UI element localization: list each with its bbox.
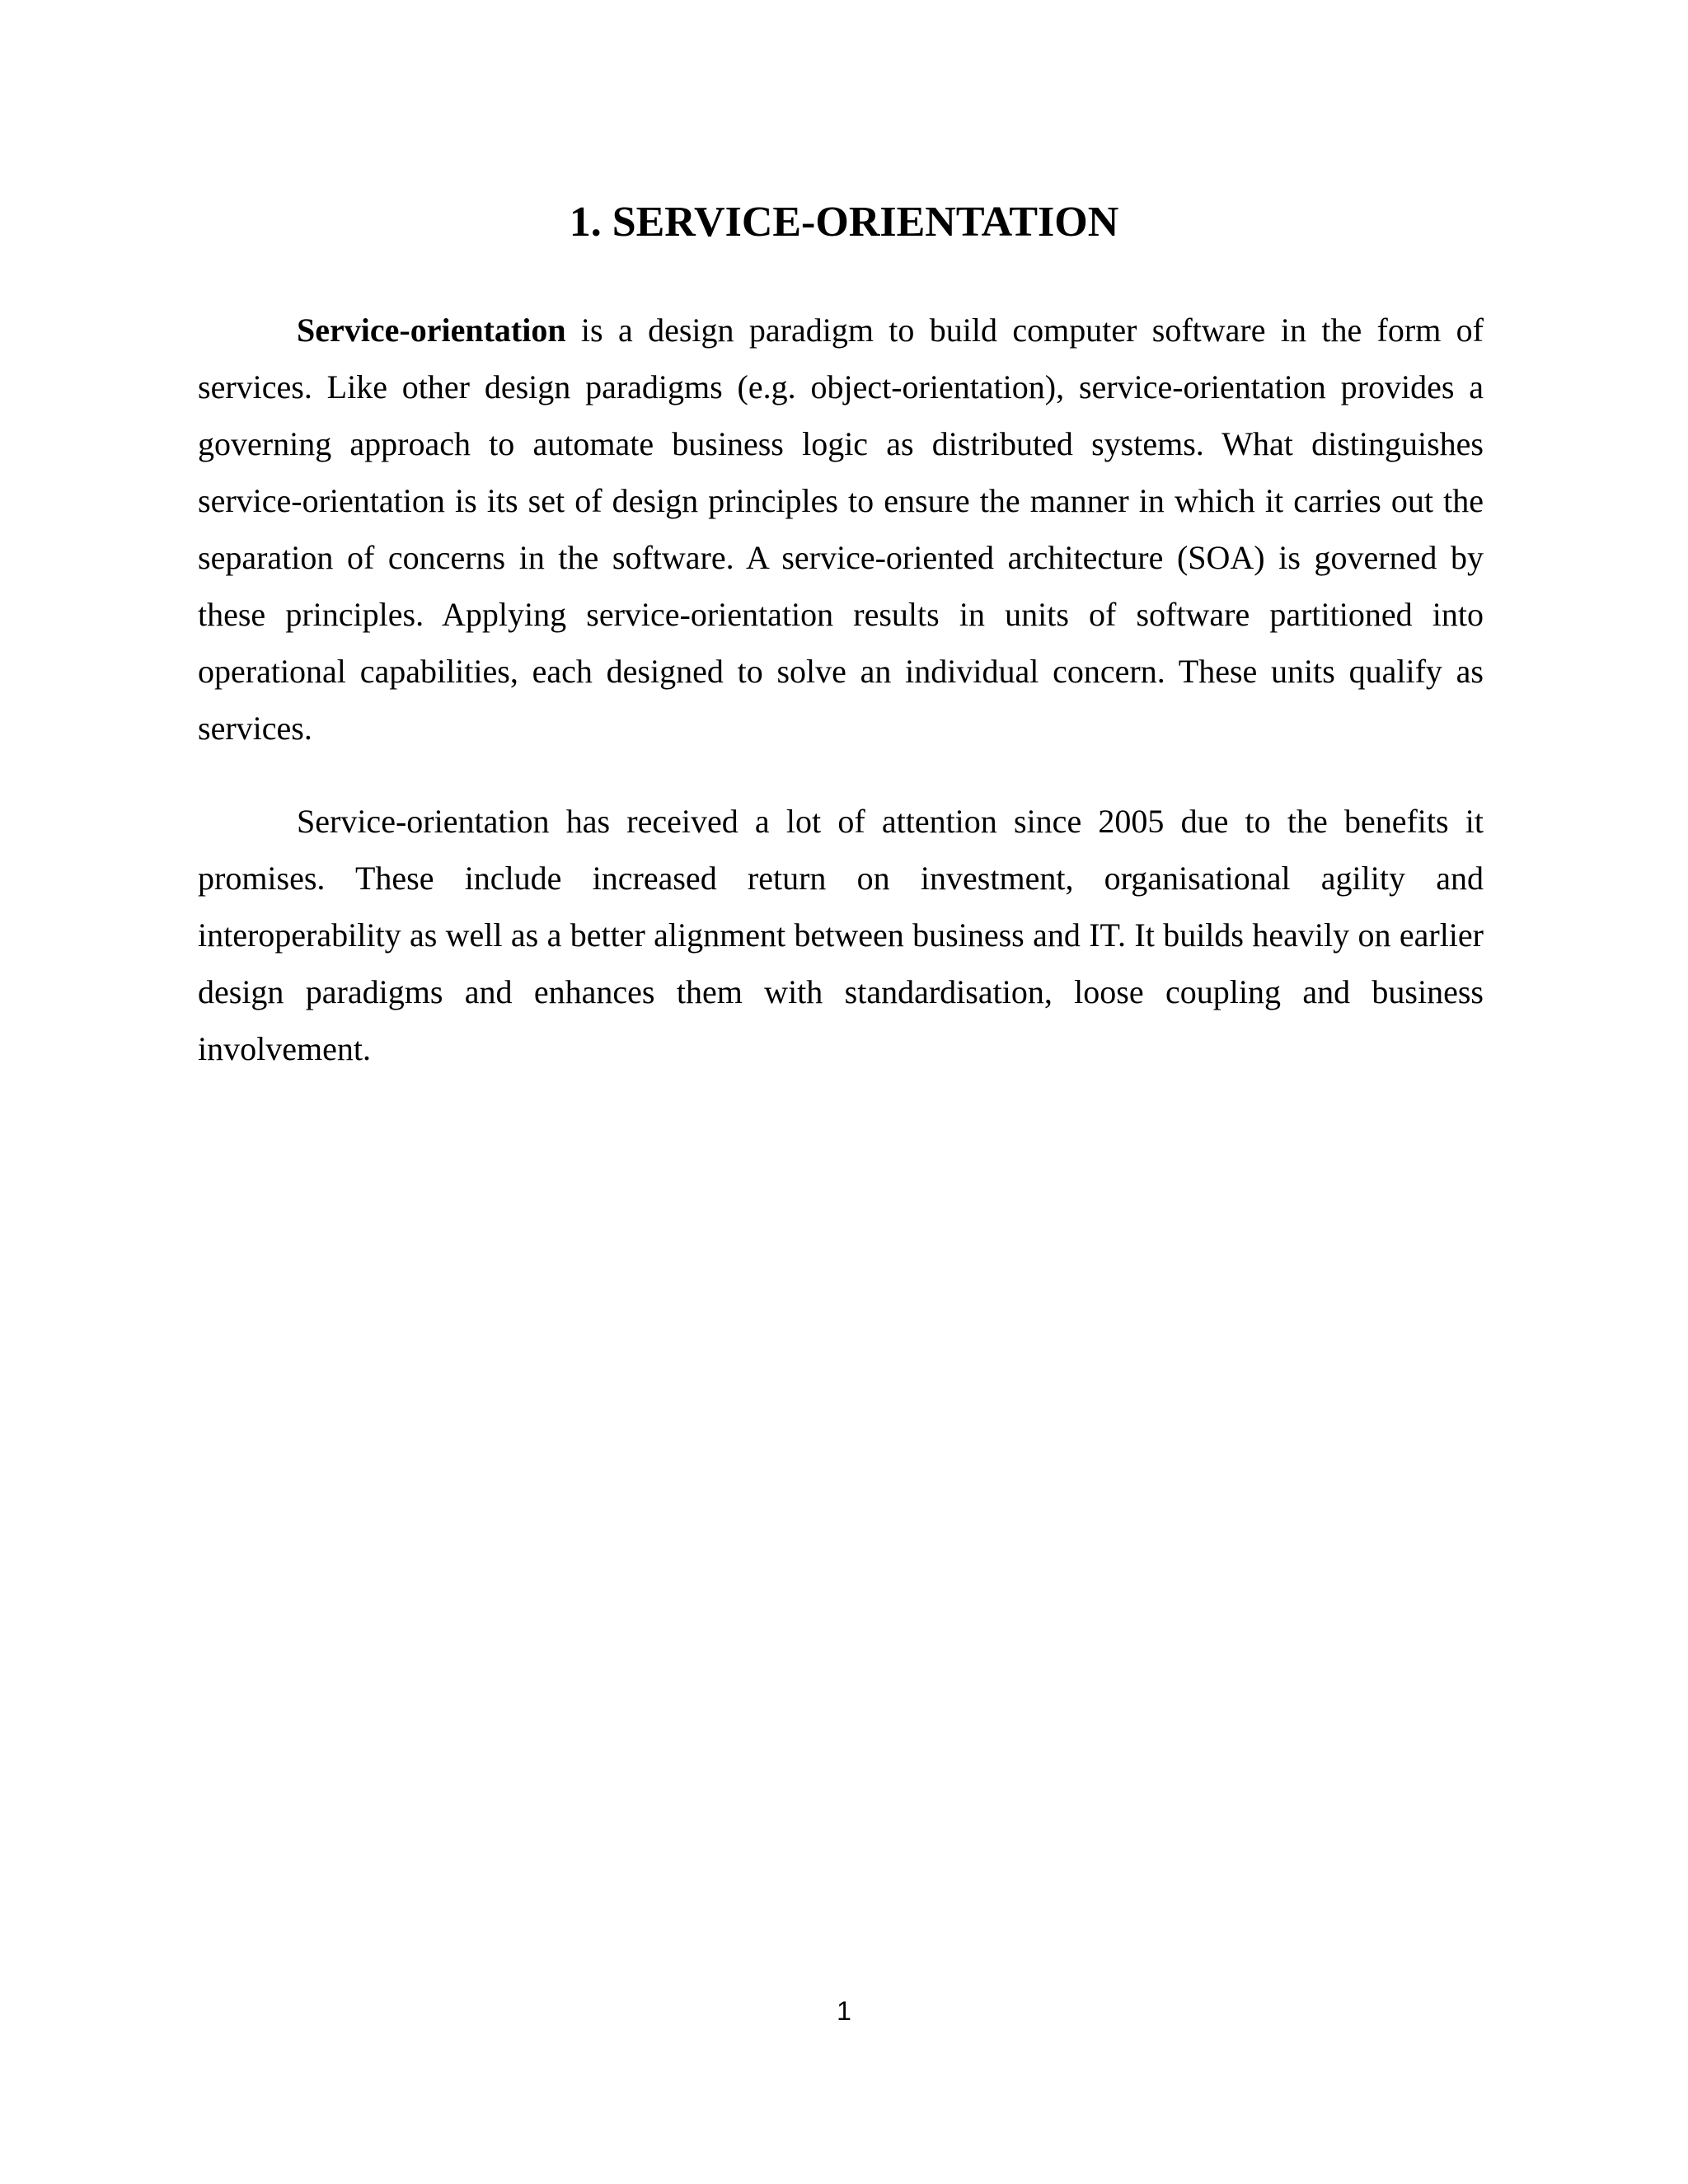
defined-term: Service-orientation: [297, 312, 566, 349]
paragraph-1-text: is a design paradigm to build computer software in the form of services. Like other design paradigms (e.g. object-orientation), service-orientation provides a governing approach to automate business logic as distributed systems. What distinguishes service-orientation is its set of design principles to ensure the manner in which it carries out the separation of concerns in the software. A service-oriented architecture (SOA) is governed by these principles. Applying service-orientation results in units of software partitioned into operational capabilities, each designed to solve an individual concern. These units qualify as services.: [198, 312, 1484, 747]
paragraph-1: [198, 302, 1484, 757]
paragraph-2: Service-orientation has received a lot of attention since 2005 due to the benefits it promises. These include increased return on investment, organisational agility and interoperability as well as a better alignment between business and IT. It builds heavily on earlier design paradigms and enhances them with standardisation, loose coupling and business involvement.: [198, 803, 1484, 1067]
page-number: 1: [837, 1996, 851, 2026]
section-heading: 1. SERVICE-ORIENTATION: [569, 199, 1119, 246]
